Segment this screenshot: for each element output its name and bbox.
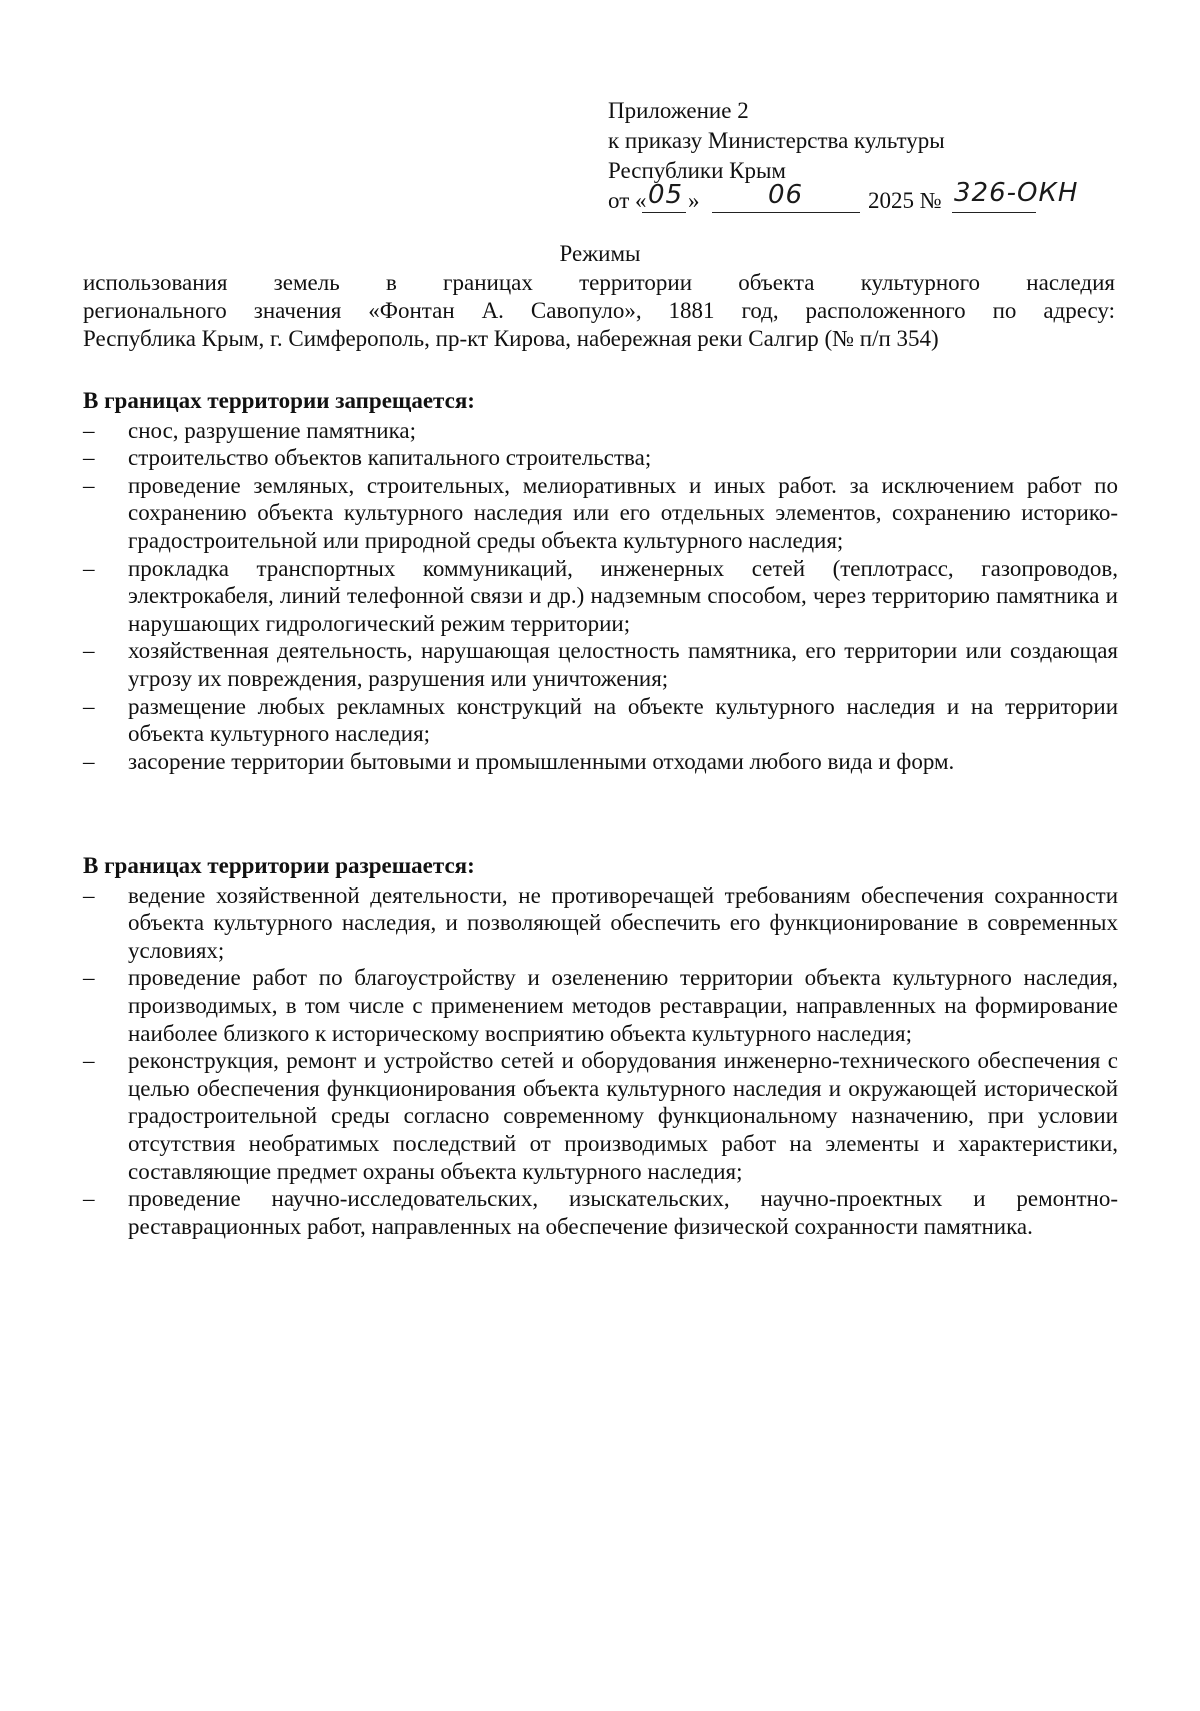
list-item	[83, 748, 1118, 776]
list-dash: –	[83, 693, 95, 719]
list-item	[83, 964, 1118, 1047]
subtitle-line-1: использования земель в границах территории объекта культурного наследия	[83, 270, 1115, 295]
order-reference: к приказу Министерства культуры	[608, 128, 945, 153]
list-item-text: размещение любых рекламных конструкций на объекте культурного наследия и на территории объекта культурного наследия;	[128, 693, 1118, 747]
list-item-text: хозяйственная деятельность, нарушающая целостность памятника, его территории или создающая угрозу их повреждения, разрушения или уничтожения;	[128, 638, 1118, 691]
list-item	[83, 637, 1118, 692]
list-dash: –	[83, 555, 95, 581]
subtitle-line-2: регионального значения «Фонтан А. Савопуло», 1881 год, расположенного по адресу:	[83, 298, 1115, 323]
month-underline	[712, 212, 860, 213]
list-dash: –	[83, 965, 95, 991]
list-dash: –	[83, 445, 95, 471]
republic-name: Республики Крым	[608, 158, 786, 183]
list-dash: –	[83, 417, 95, 443]
number-underline	[952, 212, 1036, 213]
prohibited-section	[83, 387, 1118, 775]
list-item	[83, 472, 1118, 555]
list-item	[83, 417, 1118, 445]
list-item-text: ведение хозяйственной деятельности, не противоречащей требованиям обеспечения сохранности объекта культурного наследия, и позволяющей обеспечить его функционирование в современных условиях;	[128, 882, 1118, 963]
list-item-text: реконструкция, ремонт и устройство сетей и оборудования инженерно-технического обеспечения с целью обеспечения функционирования объекта культурного наследия и окружающей исторической градостроительной среды согласно современному функциональному назначению, при условии отсутствия необратимых последствий от производимых работ на элементы и характеристики, составляющие предмет охраны объекта культурного наследия;	[128, 1048, 1118, 1184]
permitted-section	[83, 852, 1118, 1240]
document-title: Режимы	[559, 241, 641, 266]
list-dash: –	[83, 472, 95, 498]
appendix-header	[608, 96, 1128, 220]
list-dash: –	[83, 748, 95, 774]
year-and-number-label: 2025 №	[868, 188, 942, 213]
list-item-text: прокладка транспортных коммуникаций, инженерных сетей (теплотрасс, газопроводов, электрокабеля, линий телефонной связи и др.) надземным способом, через территорию памятника и нарушающих гидрологический режим территории;	[128, 555, 1118, 636]
list-item-text: строительство объектов капитального строительства;	[128, 445, 652, 471]
list-item-text: проведение научно-исследовательских, изыскательских, научно-проектных и ремонтно-реставрационных работ, направленных на обеспечение физической сохранности памятника.	[128, 1186, 1118, 1239]
list-item-text: проведение работ по благоустройству и озеленению территории объекта культурного наследия, производимых, в том числе с применением методов реставрации, направленных на формирование наиболее близкого к историческому восприятию объекта культурного наследия;	[128, 965, 1118, 1046]
permitted-heading: В границах территории разрешается:	[83, 853, 475, 878]
order-date-line	[608, 178, 1128, 220]
list-item	[83, 1047, 1118, 1185]
list-dash: –	[83, 1186, 95, 1212]
list-item	[83, 882, 1118, 965]
permitted-list	[83, 882, 1118, 1241]
prohibited-heading: В границах территории запрещается:	[83, 388, 475, 413]
appendix-number: Приложение 2	[608, 98, 749, 123]
list-item	[83, 693, 1118, 748]
handwritten-month: 06	[768, 180, 804, 210]
document-subtitle	[83, 269, 1115, 353]
day-underline	[642, 212, 686, 213]
list-item-text: снос, разрушение памятника;	[128, 417, 417, 443]
handwritten-order-number: 326-ОКН	[954, 178, 1079, 208]
list-dash: –	[83, 1048, 95, 1074]
list-item-text: засорение территории бытовыми и промышленными отходами любого вида и форм.	[128, 748, 955, 774]
list-item	[83, 444, 1118, 472]
list-item	[83, 1185, 1118, 1240]
handwritten-day: 05	[648, 180, 684, 210]
subtitle-line-3: Республика Крым, г. Симферополь, пр-кт Кирова, набережная реки Салгир (№ п/п 354)	[83, 326, 939, 351]
list-dash: –	[83, 638, 95, 664]
date-day-close: »	[688, 188, 700, 213]
prohibited-list	[83, 417, 1118, 776]
list-item-text: проведение земляных, строительных, мелиоративных и иных работ. за исключением работ по сохранению объекта культурного наследия или его отдельных элементов, сохранению историко-градостроительной или природной среды объекта культурного наследия;	[128, 472, 1118, 553]
date-prefix: от «	[608, 188, 647, 213]
list-item	[83, 555, 1118, 638]
list-dash: –	[83, 882, 95, 908]
